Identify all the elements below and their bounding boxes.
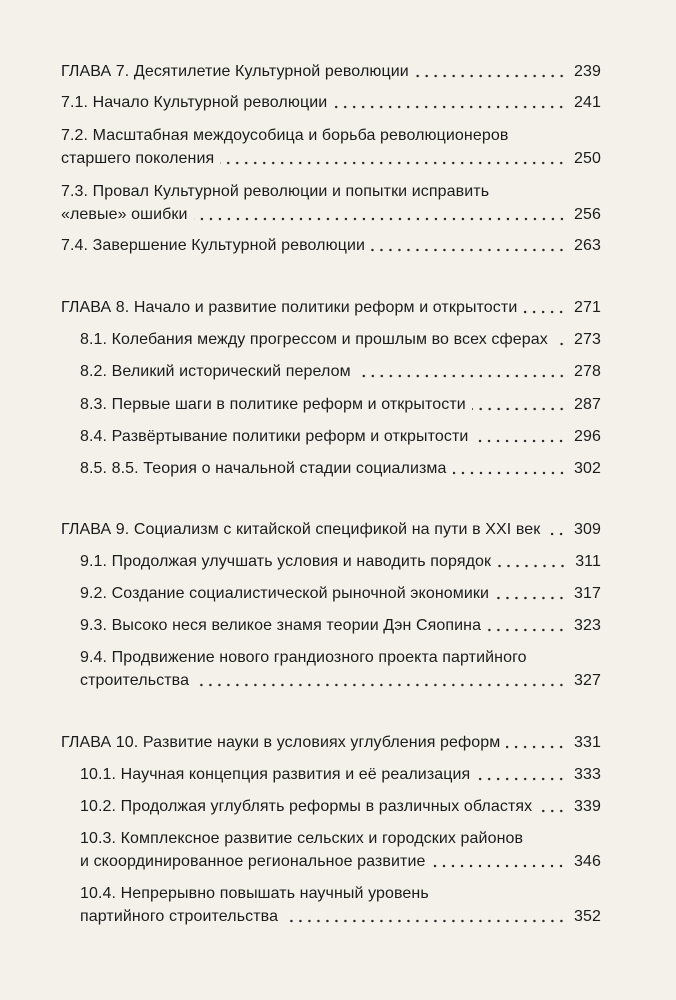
dot-leader	[195, 683, 566, 687]
section-title: 8.4. Развёртывание политики реформ и открытости	[80, 428, 469, 445]
chapter-9-entry[interactable]	[61, 518, 601, 541]
dot-leader	[220, 161, 566, 165]
section-7-1-entry[interactable]	[61, 91, 601, 114]
section-10-4-entry[interactable]	[80, 882, 601, 928]
section-9-2-entry[interactable]	[80, 582, 601, 605]
page-number: 333	[574, 766, 601, 783]
section-title: 10.1. Научная концепция развития и её реализация	[80, 766, 471, 783]
section-title: 10.2. Продолжая углублять реформы в различных областях	[80, 798, 533, 815]
section-title-line-2: старшего поколения	[61, 150, 215, 167]
section-8-1-entry[interactable]	[80, 328, 601, 351]
section-8-2-entry[interactable]	[80, 360, 601, 383]
section-title: 8.1. Колебания между прогрессом и прошлым во всех сферах	[80, 331, 548, 348]
page-number: 311	[575, 553, 601, 570]
dot-leader	[371, 248, 566, 252]
page-number: 239	[574, 63, 601, 80]
section-title: 7.4. Завершение Культурной революции	[61, 237, 366, 254]
page-number: 241	[574, 94, 601, 111]
section-10-2-entry[interactable]	[80, 795, 601, 818]
chapter-7-entry[interactable]	[61, 60, 601, 83]
section-title-line-1: 7.2. Масштабная междоусобица и борьба революционеров	[61, 127, 509, 144]
page-number: 323	[574, 617, 601, 634]
page-number: 302	[574, 460, 601, 477]
section-title: 8.3. Первые шаги в политике реформ и открытости	[80, 396, 466, 413]
chapter-title: ГЛАВА 10. Развитие науки в условиях углубления реформ	[61, 734, 501, 751]
page-number: 352	[574, 908, 601, 925]
section-title: 8.5. 8.5. Теория о начальной стадии социализма	[80, 460, 447, 477]
dot-leader	[415, 74, 566, 78]
section-title: 8.2. Великий исторический перелом	[80, 363, 351, 380]
section-title-line-2: и скоординированное региональное развитие	[80, 853, 426, 870]
section-title-line-1: 10.3. Комплексное развитие сельских и городских районов	[80, 830, 524, 847]
dot-leader	[431, 864, 566, 868]
section-8-4-entry[interactable]	[80, 425, 601, 448]
section-7-2-entry[interactable]	[61, 124, 601, 170]
chapter-8-entry[interactable]	[61, 296, 601, 319]
page-number: 317	[574, 585, 601, 602]
dot-leader	[333, 105, 566, 109]
dot-leader	[546, 532, 566, 536]
section-title-line-1: 9.4. Продвижение нового грандиозного проекта партийного	[80, 649, 527, 666]
section-title-line-2: «левые» ошибки	[61, 206, 188, 223]
page-number: 331	[574, 734, 601, 751]
page-number: 287	[574, 396, 601, 413]
dot-leader	[487, 628, 566, 632]
section-8-5-entry[interactable]	[80, 457, 601, 480]
section-9-4-entry[interactable]	[80, 646, 601, 692]
dot-leader	[474, 439, 566, 443]
dot-leader	[476, 777, 566, 781]
section-title: 9.2. Создание социалистической рыночной экономики	[80, 585, 490, 602]
section-title-line-2: партийного строительства	[80, 908, 279, 925]
page-number: 278	[574, 363, 601, 380]
dot-leader	[523, 310, 566, 314]
page-number: 263	[574, 237, 601, 254]
section-title-line-2: строительства	[80, 672, 190, 689]
dot-leader	[506, 745, 566, 749]
section-title-line-1: 7.3. Провал Культурной революции и попытки исправить	[61, 183, 490, 200]
page-number: 327	[574, 672, 601, 689]
section-10-3-entry[interactable]	[80, 827, 601, 873]
dot-leader	[538, 809, 566, 813]
page-number: 296	[574, 428, 601, 445]
section-8-3-entry[interactable]	[80, 393, 601, 416]
dot-leader	[495, 596, 566, 600]
section-title: 9.1. Продолжая улучшать условия и наводить порядок	[80, 553, 492, 570]
section-7-3-entry[interactable]	[61, 180, 601, 226]
dot-leader	[472, 407, 566, 411]
page-number: 309	[574, 521, 601, 538]
chapter-title: ГЛАВА 9. Социализм с китайской спецификой на пути в XXI век	[61, 521, 541, 538]
page-number: 273	[574, 331, 601, 348]
page-number: 250	[574, 150, 601, 167]
page-number: 339	[574, 798, 601, 815]
section-9-3-entry[interactable]	[80, 614, 601, 637]
section-9-1-entry[interactable]	[80, 550, 601, 573]
section-title: 9.3. Высоко неся великое знамя теории Дэн Сяопина	[80, 617, 482, 634]
chapter-10-entry[interactable]	[61, 731, 601, 754]
section-title: 7.1. Начало Культурной революции	[61, 94, 328, 111]
section-title-line-1: 10.4. Непрерывно повышать научный уровень	[80, 885, 429, 902]
chapter-title: ГЛАВА 7. Десятилетие Культурной революции	[61, 63, 409, 80]
dot-leader	[194, 217, 566, 221]
section-7-4-entry[interactable]	[61, 234, 601, 257]
dot-leader	[497, 564, 567, 568]
page-number: 256	[574, 206, 601, 223]
dot-leader	[554, 342, 566, 346]
dot-leader	[453, 471, 566, 475]
dot-leader	[284, 919, 566, 923]
chapter-title: ГЛАВА 8. Начало и развитие политики реформ и открытости	[61, 299, 518, 316]
section-10-1-entry[interactable]	[80, 763, 601, 786]
dot-leader	[357, 374, 566, 378]
page-number: 346	[574, 853, 601, 870]
page-number: 271	[574, 299, 601, 316]
